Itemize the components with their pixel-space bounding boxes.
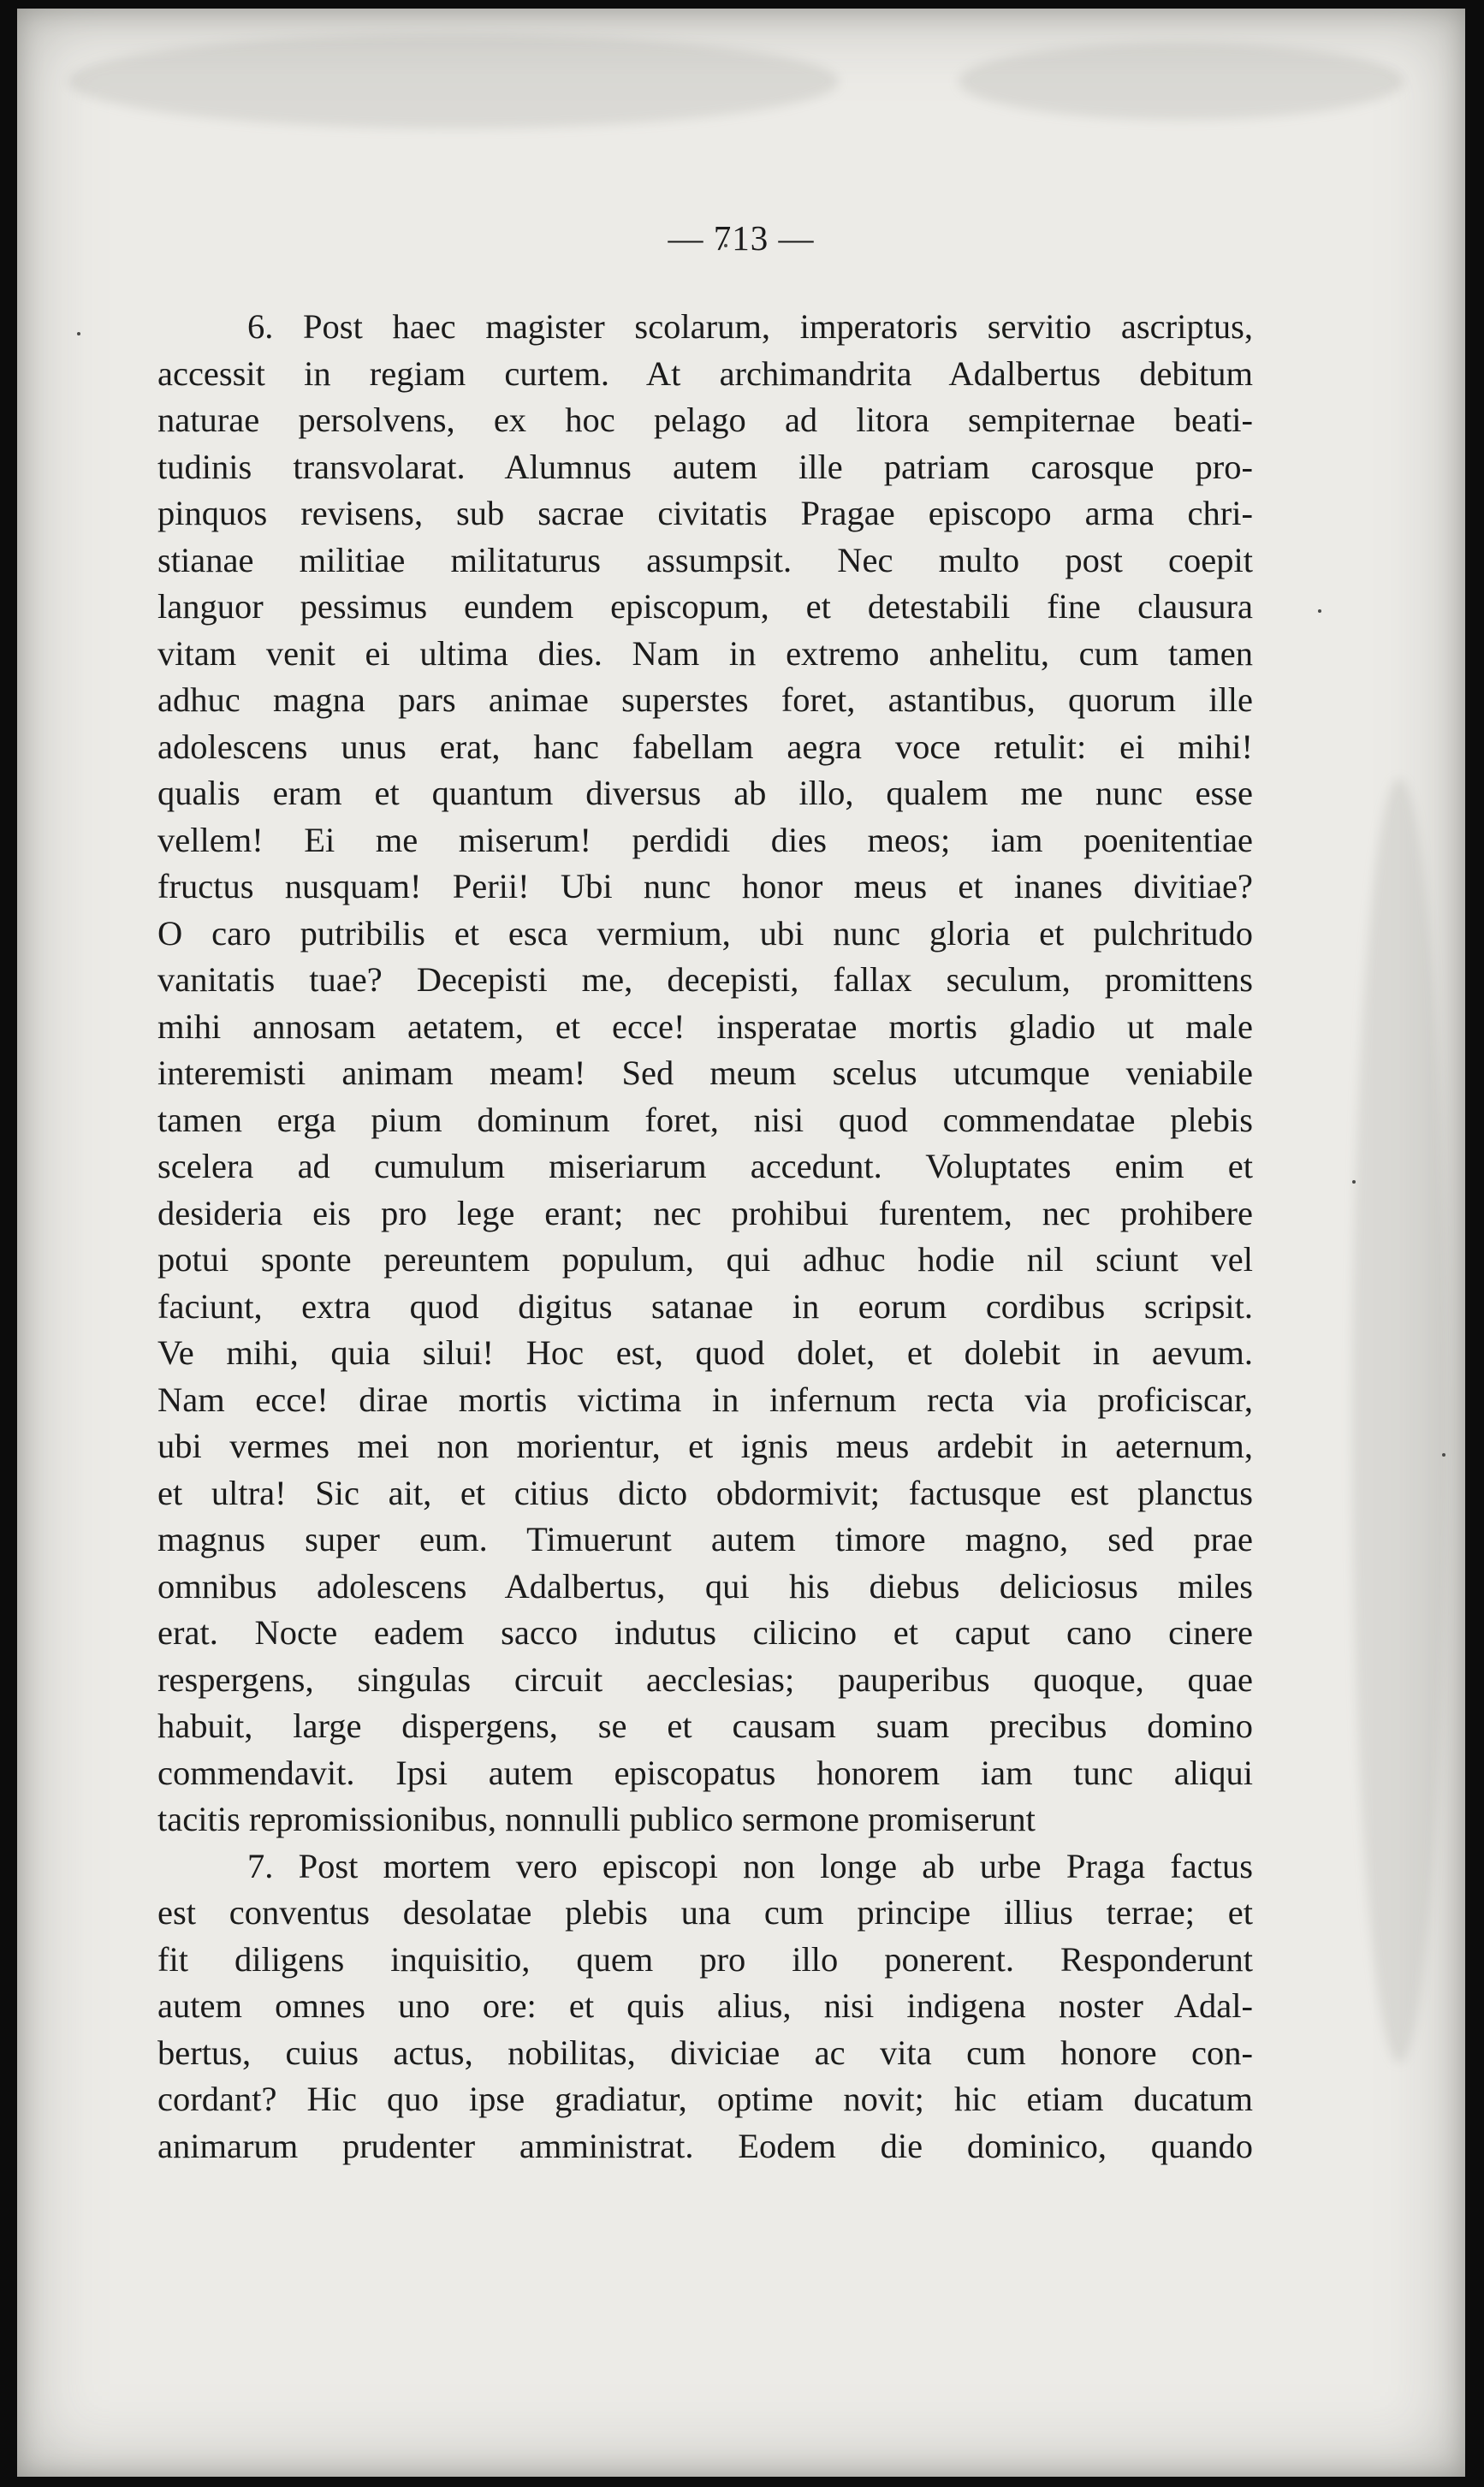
text-line: animarum prudenter amministrat. Eodem die dominico, quando [157, 2126, 1253, 2165]
text-line: vanitatis tuae? Decepisti me, decepisti, fallax seculum, promittens [157, 960, 1253, 999]
text-line: est conventus desolatae plebis una cum principe illius terrae; et [157, 1893, 1253, 1932]
text-line: qualis eram et quantum diversus ab illo, qualem me nunc esse [157, 774, 1253, 812]
paper-speck [1318, 609, 1321, 613]
text-line: O caro putribilis et esca vermium, ubi nunc gloria et pulchritudo [157, 913, 1253, 953]
text-line: magnus super eum. Timuerunt autem timore magno, sed prae [157, 1520, 1253, 1558]
text-line: erat. Nocte eadem sacco indutus cilicino et caput cano cinere [157, 1613, 1253, 1652]
body-text [157, 304, 1253, 2169]
text-line: Nam ecce! dirae mortis victima in infernum recta via proficiscar, [157, 1380, 1253, 1419]
text-line: 7. Post mortem vero episcopi non longe ab urbe Praga factus [247, 1846, 1253, 1885]
text-line: fit diligens inquisitio, quem pro illo ponerent. Responderunt [157, 1939, 1253, 1979]
text-line: tacitis repromissionibus, nonnulli publico sermone promiserunt [157, 1800, 1036, 1838]
text-line: commendavit. Ipsi autem episcopatus honorem iam tunc aliqui [157, 1753, 1253, 1792]
text-line: vellem! Ei me miserum! perdidi dies meos; iam poenitentiae [157, 820, 1253, 859]
paragraph-7 [157, 1843, 1253, 2170]
paper-speck [77, 332, 80, 335]
text-line: adolescens unus erat, hanc fabellam aegra voce retulit: ei mihi! [157, 727, 1253, 766]
paper-speck [1442, 1453, 1445, 1457]
text-line: fructus nusquam! Perii! Ubi nunc honor meus et inanes divitiae? [157, 867, 1253, 905]
text-line: omnibus adolescens Adalbertus, qui his diebus deliciosus miles [157, 1566, 1253, 1606]
text-line: vitam venit ei ultima dies. Nam in extremo anhelitu, cum tamen [157, 633, 1253, 673]
text-line: potui sponte pereuntem populum, qui adhuc hodie nil sciunt vel [157, 1240, 1253, 1279]
text-line: accessit in regiam curtem. At archimandrita Adalbertus debitum [157, 353, 1253, 393]
text-line: scelera ad cumulum miseriarum accedunt. Voluptates enim et [157, 1147, 1253, 1185]
text-line: faciunt, extra quod digitus satanae in eorum cordibus scripsit. [157, 1286, 1253, 1326]
paragraph-6 [157, 304, 1253, 1843]
text-line: 6. Post haec magister scolarum, imperatoris servitio ascriptus, [247, 307, 1253, 346]
text-line: mihi annosam aetatem, et ecce! insperatae mortis gladio ut male [157, 1006, 1253, 1046]
text-line: stianae militiae militaturus assumpsit. Nec multo post coepit [157, 540, 1253, 579]
text-line: tamen erga pium dominum foret, nisi quod commendatae plebis [157, 1100, 1253, 1139]
page-number: — 713 — [668, 218, 815, 258]
paper-smudge [1352, 779, 1446, 2063]
text-line: habuit, large dispergens, se et causam suam precibus domino [157, 1706, 1253, 1745]
text-line: cordant? Hic quo ipse gradiatur, optime novit; hic etiam ducatum [157, 2080, 1253, 2118]
text-line: et ultra! Sic ait, et citius dicto obdormivit; factusque est planctus [157, 1473, 1253, 1512]
text-line: ubi vermes mei non morientur, et ignis meus ardebit in aeternum, [157, 1427, 1253, 1465]
text-line: adhuc magna pars animae superstes foret, astantibus, quorum ille [157, 680, 1253, 719]
text-line: tudinis transvolarat. Alumnus autem ille patriam carosque pro- [157, 447, 1253, 486]
paper-smudge [68, 34, 839, 128]
paper-smudge [959, 43, 1404, 120]
text-line: Ve mihi, quia silui! Hoc est, quod dolet, et dolebit in aevum. [157, 1333, 1253, 1372]
text-line: bertus, cuius actus, nobilitas, diviciae ac vita cum honore con- [157, 2033, 1253, 2072]
text-line: autem omnes uno ore: et quis alius, nisi indigena noster Adal- [157, 1986, 1253, 2025]
text-line: respergens, singulas circuit aecclesias; pauperibus quoque, quae [157, 1659, 1253, 1699]
paper-speck [1352, 1180, 1356, 1184]
text-line: naturae persolvens, ex hoc pelago ad litora sempiternae beati- [157, 401, 1253, 439]
text-line: interemisti animam meam! Sed meum scelus utcumque veniabile [157, 1054, 1253, 1092]
text-line: desideria eis pro lege erant; nec prohibui furentem, nec prohibere [157, 1193, 1253, 1232]
text-line: pinquos revisens, sub sacrae civitatis Pragae episcopo arma chri- [157, 494, 1253, 532]
text-line: languor pessimus eundem episcopum, et detestabili fine clausura [157, 587, 1253, 626]
